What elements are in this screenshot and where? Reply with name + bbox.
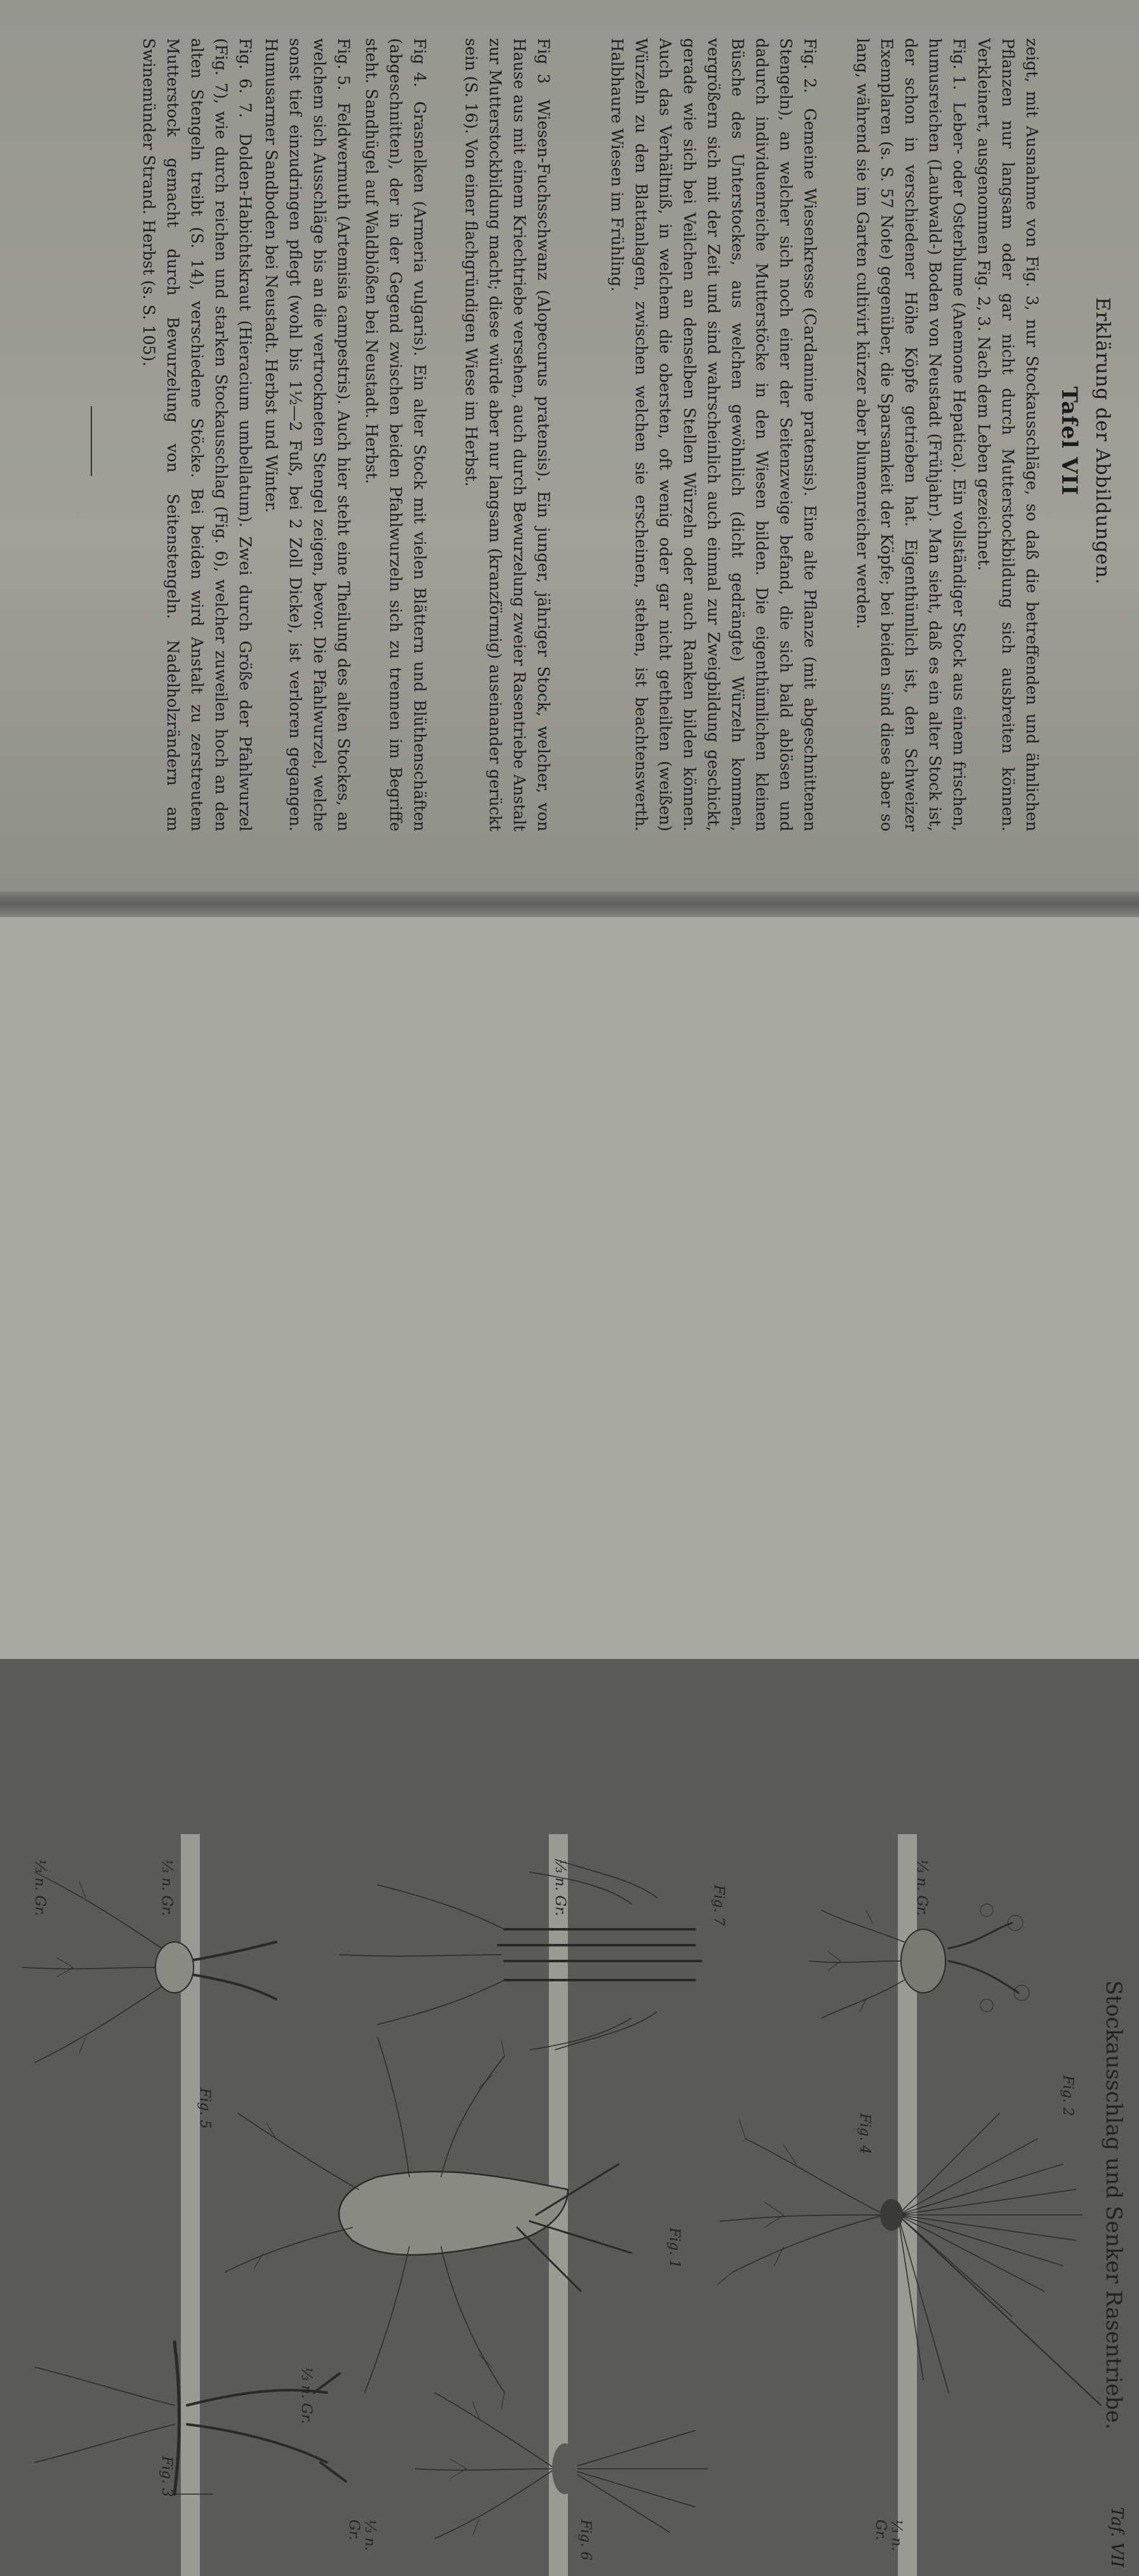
label-fig2: Fig. 2	[1060, 2075, 1076, 2117]
label-fig6: Fig. 6	[577, 2520, 593, 2561]
label-scale-fig2: ⅓ n. Gr.	[914, 1859, 930, 1917]
plate-number: Taf. VII	[1107, 2507, 1126, 2568]
text-page	[0, 0, 1139, 901]
intro-paragraph	[971, 38, 1044, 831]
fig2-drawing	[809, 1904, 1029, 2018]
rotated-text-block	[60, 0, 1139, 882]
entry-text: Wiesen-Fuchsschwanz (Alopecurus pratensis). Ein junger, jähriger Stock, welcher, von Hause aus mit einem Kriechtriebe versehen, auch durch Bewurzelung zweier Rasentriebe Anstalt zur Mutterstockbildung macht; diese würde aber nur langsam (kranzförmig) auseinander gerückt sein (S. 16). Von einer flachgründigen Wiese im Herbst.	[462, 38, 553, 831]
label-scale-fig7: ⅓ n. Gr.	[552, 1859, 568, 1917]
end-rule	[91, 406, 92, 476]
label-fig4: Fig. 4	[857, 2113, 872, 2155]
entry-text: Dolden-Habichtskraut (Hieracium umbellatum). Zwei durch Größe der Pfahlwurzel (Fig. 7), wie durch reichen und starken Stockausschlag (Fig. 6), welcher zuweilen hoch an den alten Stengeln treibt (S. 14), verschiedene Stöcke. Bei beiden wird Anstalt zu zerstreutem Mutterstock gemacht durch Bewurzelung von Seitenstengeln. Nadelholzrändern am Swinemünder Strand. Herbst (s. S. 105).	[140, 38, 254, 832]
plate-title: Stockausschlag und Senker Rasentriebe.	[1101, 1980, 1126, 2430]
rotated-plate	[0, 1834, 1139, 2576]
entry-text: Grasnelken (Armeria vulgaris). Ein alter Stock mit vielen Blättern und Blüthenschäften (abgeschnitten), der in der Gegend zwischen beiden Pfahlwurzeln sich zu trennen im Begriffe steht. Sandhügel auf Waldblößen bei Neustadt. Herbst.	[362, 38, 429, 831]
intro-text: zeigt, mit Ausnahme von Fig. 3, nur Stockausschläge, so daß die betreffenden und ähnlichen Pflanzen nur langsam oder gar nicht durch Mutterstockbildung sich ausbreiten können. Verkleinert, ausgenommen Fig. 2, 3. Nach dem Leben gezeichnet.	[975, 38, 1041, 831]
label-fig1: Fig. 1	[666, 2228, 682, 2269]
label-scale-fig4: ⅓ n. Gr.	[872, 2520, 904, 2551]
label-scale-fig1: ⅓ n. Gr.	[298, 2367, 314, 2424]
entry-fig1	[850, 38, 971, 831]
entry-fig5	[259, 38, 355, 831]
entry-text: Leber- oder Osterblume (Anemone Hepatica). Ein vollständiger Stock aus einem frischen, humusreichen (Laubwald-) Boden von Neustadt (Frühjahr). Man sieht, daß es ein alter Stock ist, der schon in verschiedener Höhe Köpfe getrieben hat. Eigenthümlich ist, den Schweizer Exemplaren (s. S. 57 Note) gegenüber, die Sparsamkeit der Köpfe; bei beiden sind diese aber so lang, während sie im Garten cultivirt kürzer aber blumenreicher werden.	[853, 38, 968, 831]
entry-text: Gemeine Wiesenkresse (Cardamine pratensis). Eine alte Pflanze (mit abgeschnittenen Stengeln), an welcher sich noch einer der Seitenzweige befand, die sich bald ablösen und dadurch individuenreiche Mutterstöcke in den Wiesen bilden. Die eigenthümlichen kleinen Büsche des Unterstockes, aus welchen gewöhnlich (dicht gedrängte) Würzeln kommen, vergrößern sich mit der Zeit und sind wahrscheinlich auch einmal zur Zweigbildung geschickt, gerade wie sich bei Veilchen an denselben Stellen Würzeln oder auch Ranken bilden können. Auch das Verhältniß, in welchem die obersten, oft wenig oder gar nicht getheilten (weißen) Würzeln zu den Blattanlagen, zwischen welchen sie erscheinen, stehen, ist beachtenswerth. Halbhaure Wiesen im Frühling.	[608, 38, 819, 832]
entry-fig2	[605, 38, 822, 831]
entry-text: Feldwermuth (Artemisia campestris). Auch hier steht eine Theilung des alten Stockes, an welchem sich Ausschläge bis an die vertrockneten Stengel zeigen, bevor. Die Pfahlwurzel, welche sonst tief einzudringen pflegt (wohl bis 1½—2 Fuß, bei 2 Zoll Dicke), ist verloren gegangen. Humusarmer Sandboden bei Neustadt. Herbst und Winter.	[262, 38, 353, 831]
fig7-drawing	[339, 1859, 701, 2050]
fig-label: Fig 3	[534, 38, 553, 84]
plate-page	[0, 917, 1139, 2568]
fig-label: Fig. 1.	[950, 38, 968, 90]
fig5-drawing	[22, 1872, 276, 2063]
fig-label: Fig. 6. 7.	[236, 38, 254, 118]
fig-label: Fig 4.	[411, 38, 429, 88]
entry-fig6-7	[136, 38, 257, 831]
label-fig3: Fig. 3	[159, 2456, 174, 2497]
label-scale-fig6: ⅓ n. Gr.	[346, 2520, 378, 2551]
fig1-drawing	[225, 2037, 631, 2408]
fig-label: Fig. 2.	[801, 38, 819, 93]
label-scale-bottom: ⅓ n. Gr.	[32, 1859, 48, 1917]
entry-fig4	[359, 38, 431, 831]
label-scale-fig5: ⅓ n. Gr.	[159, 1859, 174, 1917]
plate-heading: Tafel VII	[1057, 386, 1082, 496]
page-header: Erklärung der Abbildungen.	[1091, 297, 1114, 585]
label-fig5: Fig. 5	[197, 2088, 213, 2129]
label-fig7: Fig. 7	[711, 1885, 727, 1926]
book-gutter	[0, 892, 1139, 917]
entry-fig3	[459, 38, 555, 831]
fig-label: Fig. 5.	[334, 38, 353, 91]
